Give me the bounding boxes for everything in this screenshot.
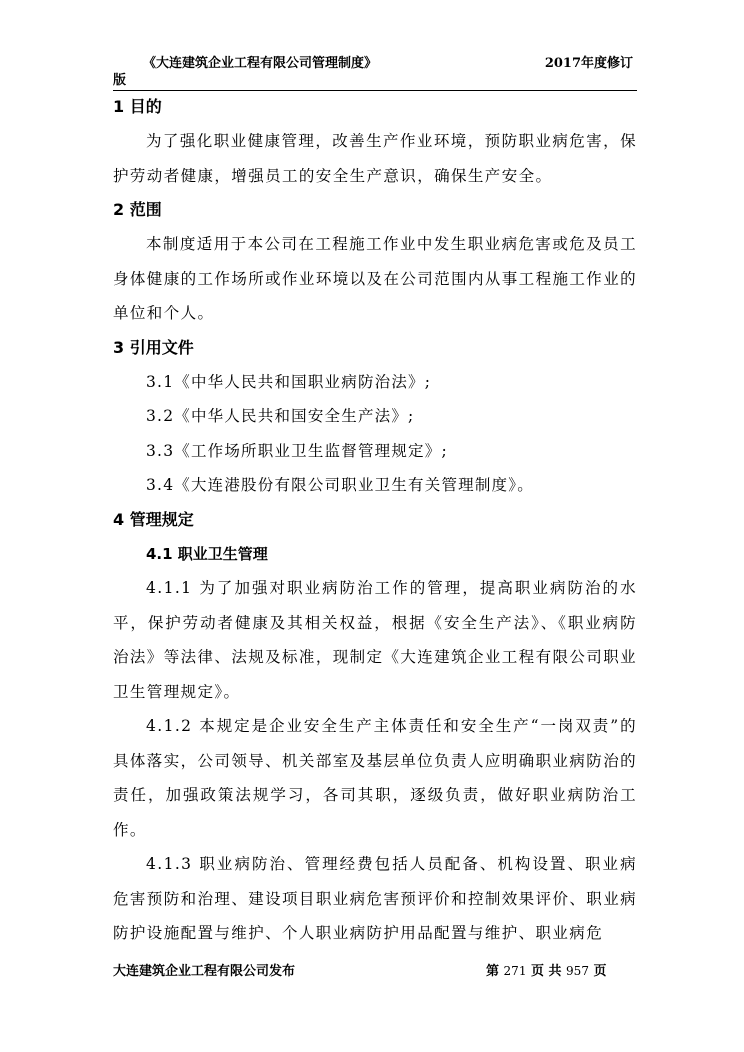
- section-heading-scope: 2 范围: [113, 200, 162, 219]
- clause-paragraph: 4.1.2 本规定是企业安全生产主体责任和安全生产“一岗双责”的具体落实，公司领导、机关部室及基层单位负责人应明确职业病防治的责任，加强政策法规学习，各司其职，逐级负责，做好职业病防治工作。: [113, 717, 637, 839]
- page-suffix: 页: [593, 964, 607, 979]
- document-body: [113, 90, 637, 951]
- header-title: 《大连建筑企业工程有限公司管理制度》: [143, 56, 378, 71]
- reference-item: 3.2《中华人民共和国安全生产法》;: [146, 407, 415, 425]
- section-heading-regulations: 4 管理规定: [113, 509, 194, 529]
- reference-item: 3.3《工作场所职业卫生监督管理规定》;: [146, 441, 448, 460]
- reference-item: 3.4《大连港股份有限公司职业卫生有关管理制度》。: [146, 476, 534, 494]
- page-prefix: 第: [486, 964, 500, 979]
- subsection-heading: 4.1 职业卫生管理: [146, 544, 268, 563]
- section-heading-purpose: 1 目的: [113, 97, 162, 116]
- total-pages: 957: [566, 964, 589, 978]
- header-version: 2017年度修订: [544, 56, 633, 71]
- page-footer: [113, 960, 637, 980]
- current-page: 271: [503, 964, 527, 978]
- reference-item: 3.1《中华人民共和国职业病防治法》;: [146, 372, 432, 391]
- page-mid: 页 共: [530, 964, 562, 979]
- clause-paragraph: 4.1.1 为了加强对职业病防治工作的管理，提高职业病防治的水平，保护劳动者健康及其相关权益，根据《安全生产法》、《职业病防治法》等法律、法规及标准，现制定《大连建筑企业工程有限公司职业卫生管理规定》。: [113, 579, 637, 701]
- section-paragraph-scope: 本制度适用于本公司在工程施工作业中发生职业病危害或危及员工身体健康的工作场所或作业环境以及在公司范围内从事工程施工作业的单位和个人。: [113, 235, 637, 322]
- footer-publisher: 大连建筑企业工程有限公司发布: [113, 964, 296, 979]
- header-version-continued: 版: [113, 73, 127, 88]
- section-heading-references: 3 引用文件: [113, 337, 194, 357]
- section-paragraph-purpose: 为了强化职业健康管理，改善生产作业环境，预防职业病危害，保护劳动者健康，增强员工的安全生产意识，确保生产安全。: [113, 132, 637, 185]
- page-number: [486, 960, 607, 979]
- page-header: [113, 52, 637, 90]
- clause-paragraph: 4.1.3 职业病防治、管理经费包括人员配备、机构设置、职业病危害预防和治理、建设项目职业病危害预评价和控制效果评价、职业病防护设施配置与维护、个人职业病防护用品配置与维护、职业病危: [113, 855, 637, 942]
